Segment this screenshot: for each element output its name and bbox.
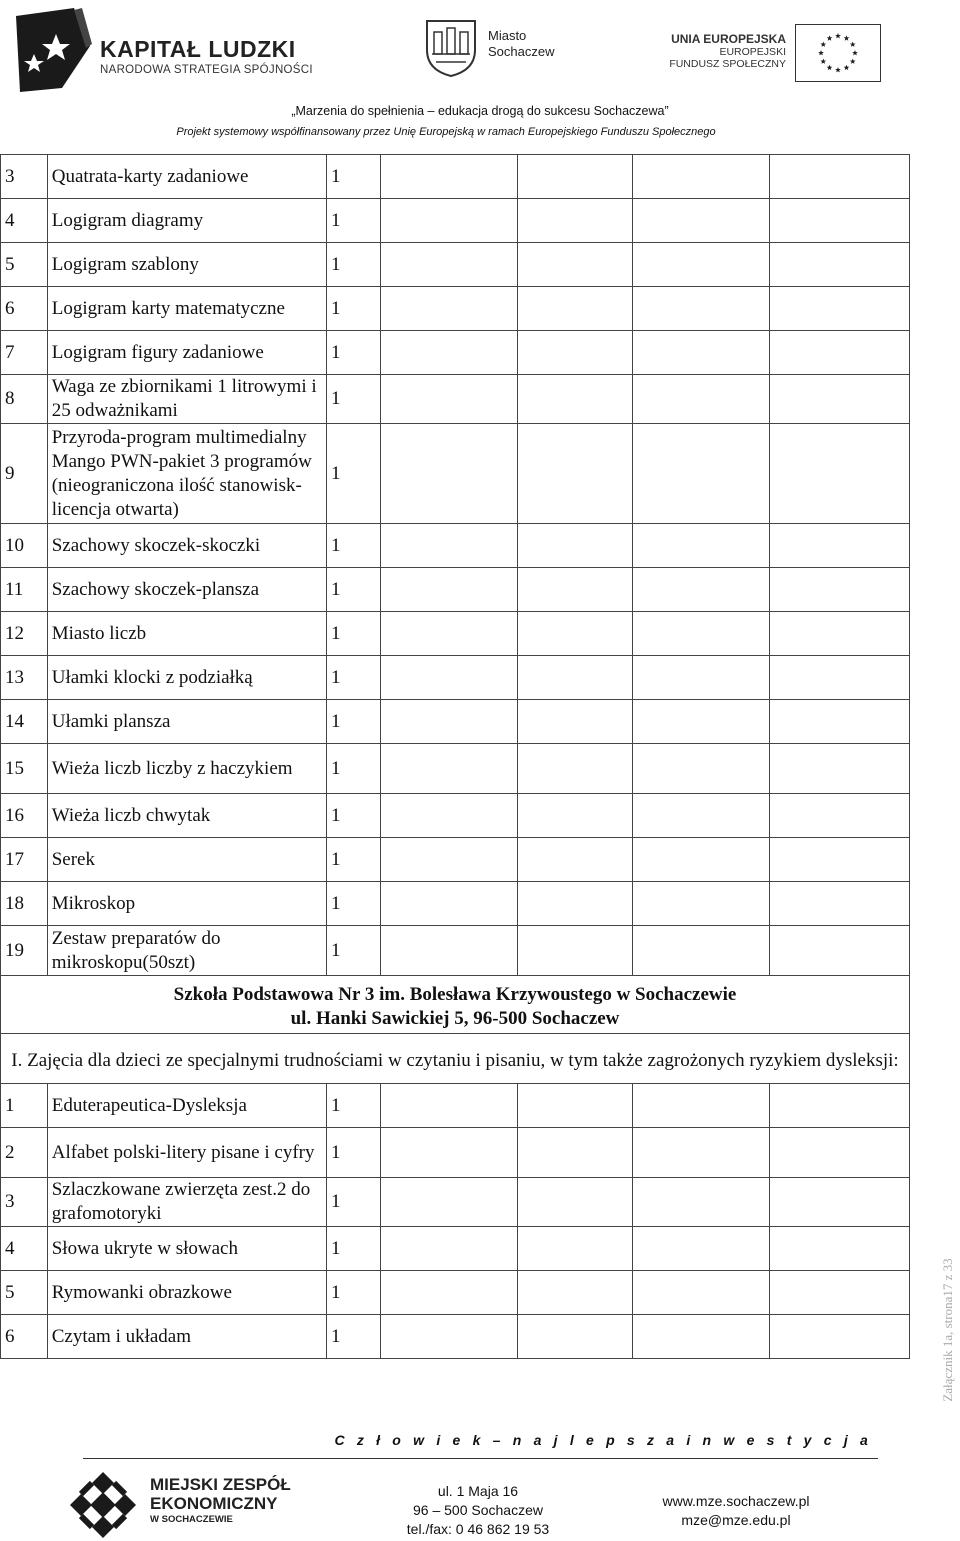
empty-cell (517, 882, 632, 926)
item-quantity: 1 (327, 1227, 381, 1271)
eu-star-icon (827, 65, 833, 70)
empty-cell (380, 744, 517, 794)
item-number: 5 (1, 243, 48, 287)
website-link[interactable]: www.mze.sochaczew.pl (662, 1493, 810, 1509)
table-row (1, 1034, 910, 1084)
table-row (1, 1227, 910, 1271)
item-name: Szachowy skoczek-plansza (47, 568, 326, 612)
item-number: 1 (1, 1084, 48, 1128)
table-row (1, 612, 910, 656)
empty-cell (632, 1178, 769, 1227)
item-quantity: 1 (327, 1128, 381, 1178)
item-quantity: 1 (327, 243, 381, 287)
empty-cell (380, 1084, 517, 1128)
item-number: 16 (1, 794, 48, 838)
item-number: 7 (1, 331, 48, 375)
table-row (1, 287, 910, 331)
item-name: Słowa ukryte w słowach (47, 1227, 326, 1271)
empty-cell (380, 424, 517, 524)
item-name: Rymowanki obrazkowe (47, 1271, 326, 1315)
empty-cell (769, 744, 909, 794)
empty-cell (769, 700, 909, 744)
empty-cell (769, 794, 909, 838)
equipment-table (0, 154, 910, 1359)
empty-cell (517, 424, 632, 524)
item-name: Logigram karty matematyczne (47, 287, 326, 331)
empty-cell (517, 1084, 632, 1128)
item-number: 6 (1, 287, 48, 331)
table-row (1, 976, 910, 1034)
empty-cell (769, 199, 909, 243)
empty-cell (769, 424, 909, 524)
item-number: 14 (1, 700, 48, 744)
mze-logo-icon (68, 1470, 138, 1540)
empty-cell (380, 243, 517, 287)
item-quantity: 1 (327, 155, 381, 199)
item-name: Ułamki plansza (47, 700, 326, 744)
mze-name: MIEJSKI ZESPÓŁ EKONOMICZNY W SOCHACZEWIE (150, 1475, 291, 1525)
table-row (1, 656, 910, 700)
table-row (1, 838, 910, 882)
item-name: Wieża liczb chwytak (47, 794, 326, 838)
empty-cell (769, 926, 909, 976)
empty-cell (632, 287, 769, 331)
empty-cell (380, 524, 517, 568)
table-row (1, 882, 910, 926)
item-name: Czytam i układam (47, 1315, 326, 1359)
empty-cell (769, 1084, 909, 1128)
item-quantity: 1 (327, 375, 381, 424)
empty-cell (632, 612, 769, 656)
item-name: Alfabet polski-litery pisane i cyfry (47, 1128, 326, 1178)
empty-cell (380, 287, 517, 331)
empty-cell (380, 375, 517, 424)
table-row (1, 1128, 910, 1178)
empty-cell (380, 612, 517, 656)
empty-cell (769, 375, 909, 424)
table-row (1, 331, 910, 375)
item-number: 15 (1, 744, 48, 794)
item-name: Szlaczkowane zwierzęta zest.2 do grafomotoryki (47, 1178, 326, 1227)
table-row (1, 794, 910, 838)
project-description: Projekt systemowy współfinansowany przez Unię Europejską w ramach Europejskiego Funduszu Społecznego (176, 126, 716, 138)
item-name: Wieża liczb liczby z haczykiem (47, 744, 326, 794)
empty-cell (769, 1178, 909, 1227)
empty-cell (517, 287, 632, 331)
table-row (1, 243, 910, 287)
empty-cell (517, 926, 632, 976)
table-row (1, 524, 910, 568)
empty-cell (769, 1271, 909, 1315)
empty-cell (517, 375, 632, 424)
eu-star-icon (850, 42, 856, 47)
item-name: Zestaw preparatów do mikroskopu(50szt) (47, 926, 326, 976)
empty-cell (517, 744, 632, 794)
item-number: 10 (1, 524, 48, 568)
eu-star-icon (844, 65, 850, 70)
empty-cell (632, 1128, 769, 1178)
item-quantity: 1 (327, 424, 381, 524)
empty-cell (517, 838, 632, 882)
table-row (1, 375, 910, 424)
item-quantity: 1 (327, 331, 381, 375)
empty-cell (517, 1178, 632, 1227)
empty-cell (380, 838, 517, 882)
page-header (0, 0, 960, 150)
empty-cell (380, 1271, 517, 1315)
table-row (1, 568, 910, 612)
empty-cell (769, 243, 909, 287)
empty-cell (380, 155, 517, 199)
eu-fund-label: UNIA EUROPEJSKA EUROPEJSKI FUNDUSZ SPOŁECZNY (669, 32, 786, 70)
empty-cell (380, 1315, 517, 1359)
empty-cell (769, 155, 909, 199)
email-link[interactable]: mze@mze.edu.pl (681, 1512, 791, 1528)
table-row (1, 1178, 910, 1227)
project-slogan: „Marzenia do spełnienia – edukacja drogą do sukcesu Sochaczewa” (291, 104, 669, 118)
item-number: 3 (1, 1178, 48, 1227)
table-row (1, 1084, 910, 1128)
empty-cell (380, 1227, 517, 1271)
table-row (1, 926, 910, 976)
item-name: Quatrata-karty zadaniowe (47, 155, 326, 199)
empty-cell (517, 700, 632, 744)
item-number: 19 (1, 926, 48, 976)
item-quantity: 1 (327, 1315, 381, 1359)
item-quantity: 1 (327, 1178, 381, 1227)
item-quantity: 1 (327, 1271, 381, 1315)
empty-cell (380, 331, 517, 375)
item-name: Logigram figury zadaniowe (47, 331, 326, 375)
empty-cell (632, 331, 769, 375)
table-row (1, 155, 910, 199)
item-name: Ułamki klocki z podziałką (47, 656, 326, 700)
empty-cell (517, 612, 632, 656)
empty-cell (632, 424, 769, 524)
item-name: Logigram szablony (47, 243, 326, 287)
footer-divider (83, 1458, 878, 1459)
empty-cell (380, 568, 517, 612)
empty-cell (632, 700, 769, 744)
empty-cell (380, 656, 517, 700)
empty-cell (632, 524, 769, 568)
item-name: Eduterapeutica-Dysleksja (47, 1084, 326, 1128)
table-row (1, 1271, 910, 1315)
eu-star-icon (835, 33, 841, 38)
item-number: 18 (1, 882, 48, 926)
empty-cell (632, 1084, 769, 1128)
empty-cell (632, 926, 769, 976)
item-quantity: 1 (327, 656, 381, 700)
kapital-ludzki-title: KAPITAŁ LUDZKI (100, 36, 296, 62)
item-quantity: 1 (327, 882, 381, 926)
item-quantity: 1 (327, 287, 381, 331)
eu-star-icon (820, 59, 826, 64)
empty-cell (517, 1227, 632, 1271)
empty-cell (769, 524, 909, 568)
item-name: Serek (47, 838, 326, 882)
empty-cell (380, 926, 517, 976)
item-name: Waga ze zbiornikami 1 litrowymi i 25 odważnikami (47, 375, 326, 424)
empty-cell (380, 794, 517, 838)
item-number: 8 (1, 375, 48, 424)
item-name: Miasto liczb (47, 612, 326, 656)
empty-cell (632, 1271, 769, 1315)
eu-star-icon (820, 42, 826, 47)
eu-star-icon (827, 35, 833, 40)
empty-cell (632, 882, 769, 926)
item-quantity: 1 (327, 744, 381, 794)
empty-cell (769, 568, 909, 612)
empty-cell (380, 700, 517, 744)
city-crest-icon (424, 18, 478, 78)
empty-cell (632, 744, 769, 794)
item-quantity: 1 (327, 838, 381, 882)
item-number: 12 (1, 612, 48, 656)
eu-star-icon (818, 50, 824, 55)
empty-cell (632, 568, 769, 612)
item-quantity: 1 (327, 524, 381, 568)
empty-cell (517, 568, 632, 612)
item-number: 11 (1, 568, 48, 612)
empty-cell (632, 656, 769, 700)
footer-contact (636, 1492, 836, 1530)
kapital-ludzki-subtitle: NARODOWA STRATEGIA SPÓJNOŚCI (100, 64, 313, 76)
eu-star-icon (835, 67, 841, 72)
item-quantity: 1 (327, 794, 381, 838)
empty-cell (769, 656, 909, 700)
empty-cell (517, 1128, 632, 1178)
table-row (1, 199, 910, 243)
empty-cell (517, 243, 632, 287)
empty-cell (632, 1227, 769, 1271)
empty-cell (769, 287, 909, 331)
table-row (1, 700, 910, 744)
empty-cell (380, 199, 517, 243)
item-number: 4 (1, 1227, 48, 1271)
item-name: Przyroda-program multimedialny Mango PWN-pakiet 3 programów (nieograniczona ilość stanowisk-licencja otwarta) (47, 424, 326, 524)
item-quantity: 1 (327, 568, 381, 612)
empty-cell (517, 331, 632, 375)
table-row (1, 744, 910, 794)
footer-slogan: C z ł o w i e k – n a j l e p s z a i n w e s t y c j a (334, 1432, 872, 1448)
empty-cell (769, 1128, 909, 1178)
empty-cell (517, 199, 632, 243)
empty-cell (632, 1315, 769, 1359)
item-number: 5 (1, 1271, 48, 1315)
eu-star-icon (852, 50, 858, 55)
empty-cell (632, 199, 769, 243)
eu-star-icon (850, 59, 856, 64)
empty-cell (517, 794, 632, 838)
item-name: Logigram diagramy (47, 199, 326, 243)
item-quantity: 1 (327, 612, 381, 656)
empty-cell (632, 155, 769, 199)
item-quantity: 1 (327, 1084, 381, 1128)
empty-cell (632, 838, 769, 882)
table-row (1, 1315, 910, 1359)
empty-cell (517, 1315, 632, 1359)
item-quantity: 1 (327, 199, 381, 243)
empty-cell (769, 1315, 909, 1359)
footer-address: ul. 1 Maja 16 96 – 500 Sochaczew tel./fax: 0 46 862 19 53 (406, 1483, 550, 1537)
attachment-note: Załącznik 1a, strona17 z 33 (940, 1258, 955, 1402)
eu-star-icon (844, 35, 850, 40)
empty-cell (769, 331, 909, 375)
table-row (1, 424, 910, 524)
empty-cell (769, 612, 909, 656)
empty-cell (380, 1128, 517, 1178)
item-number: 17 (1, 838, 48, 882)
empty-cell (632, 794, 769, 838)
empty-cell (380, 1178, 517, 1227)
empty-cell (517, 155, 632, 199)
item-number: 13 (1, 656, 48, 700)
empty-cell (769, 882, 909, 926)
item-number: 6 (1, 1315, 48, 1359)
empty-cell (769, 1227, 909, 1271)
item-name: Szachowy skoczek-skoczki (47, 524, 326, 568)
item-quantity: 1 (327, 926, 381, 976)
empty-cell (517, 1271, 632, 1315)
empty-cell (517, 656, 632, 700)
empty-cell (517, 524, 632, 568)
item-number: 2 (1, 1128, 48, 1178)
school-heading: Szkoła Podstawowa Nr 3 im. Bolesława Krzywoustego w Sochaczewie ul. Hanki Sawickiej 5, 96-500 Sochaczew (1, 976, 910, 1034)
item-name: Mikroskop (47, 882, 326, 926)
eu-flag-icon (795, 24, 881, 82)
item-number: 9 (1, 424, 48, 524)
item-number: 3 (1, 155, 48, 199)
empty-cell (769, 838, 909, 882)
empty-cell (632, 375, 769, 424)
empty-cell (632, 243, 769, 287)
city-name: Miasto Sochaczew (488, 28, 555, 59)
item-quantity: 1 (327, 700, 381, 744)
item-number: 4 (1, 199, 48, 243)
section-heading: I. Zajęcia dla dzieci ze specjalnymi trudnościami w czytaniu i pisaniu, w tym także zagrożonych ryzykiem dysleksji: (1, 1034, 910, 1084)
empty-cell (380, 882, 517, 926)
